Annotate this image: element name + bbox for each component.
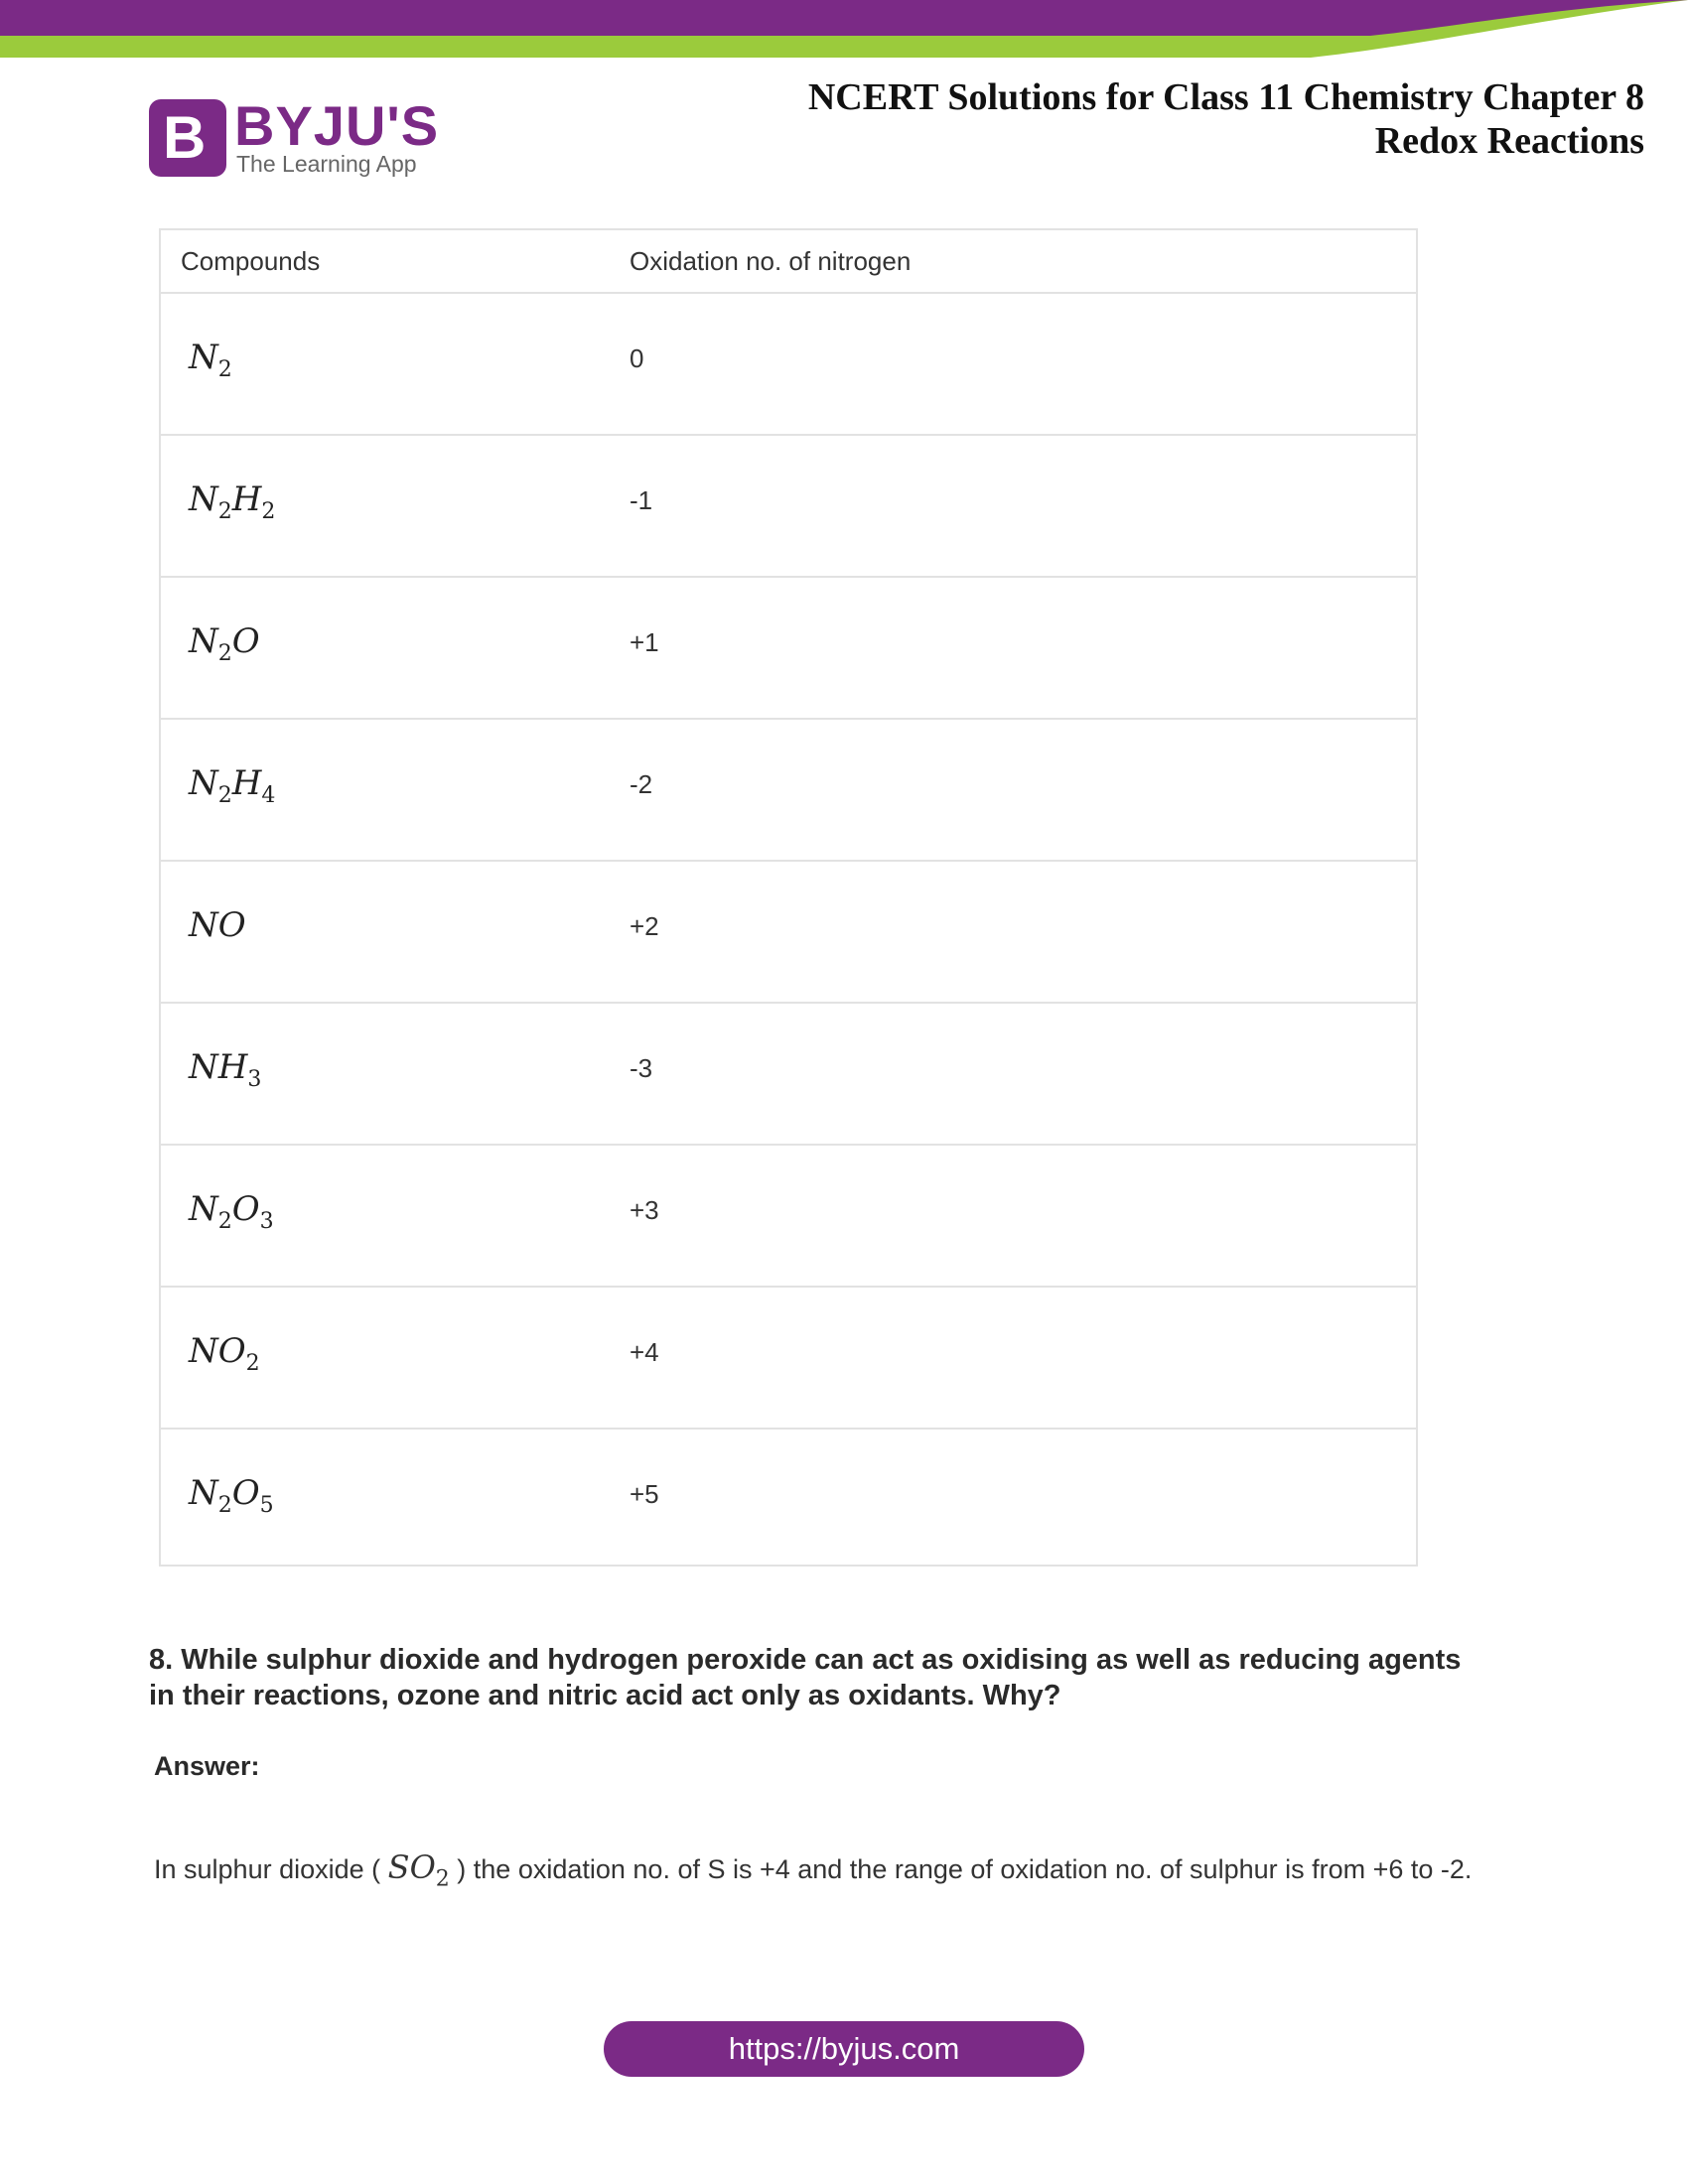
title-line-1: NCERT Solutions for Class 11 Chemistry Chapter 8 xyxy=(807,76,1644,118)
answer-text xyxy=(154,1848,1643,1891)
compound-formula: $NO_2$ xyxy=(189,1331,260,1376)
table-row xyxy=(161,294,1416,436)
table-row xyxy=(161,720,1416,862)
answer-text-before: In sulphur dioxide ( xyxy=(154,1854,388,1884)
logo-mark: B xyxy=(149,99,226,177)
oxidation-number-value: 0 xyxy=(630,343,644,373)
table-row xyxy=(161,1146,1416,1288)
question-text: 8. While sulphur dioxide and hydrogen peroxide can act as oxidising as well as reducing agents in their reactions, ozone and nitric acid act only as oxidants. Why? xyxy=(149,1644,1462,1711)
footer-url-link[interactable]: https://byjus.com xyxy=(604,2021,1084,2077)
page-title xyxy=(651,75,1644,163)
oxidation-number-value: -3 xyxy=(630,1053,653,1083)
compound-formula: $N_2H_2$ xyxy=(189,479,276,524)
table-row xyxy=(161,862,1416,1004)
header-color-band xyxy=(0,0,1688,60)
oxidation-number-value: +2 xyxy=(630,911,659,941)
answer-label: Answer: xyxy=(154,1751,260,1781)
table-row xyxy=(161,436,1416,578)
compound-formula: $N_2O$ xyxy=(189,621,260,666)
table-header xyxy=(161,230,1416,294)
oxidation-number-value: +5 xyxy=(630,1479,659,1509)
compound-formula: $N_2$ xyxy=(189,338,232,382)
logo-name: BYJU'S xyxy=(234,94,440,157)
oxidation-number-value: -2 xyxy=(630,769,653,799)
table-row xyxy=(161,1430,1416,1571)
answer-text-after: ) the oxidation no. of S is +4 and the range of oxidation no. of sulphur is from +6 to -2. xyxy=(449,1854,1473,1884)
compound-formula: $NH_3$ xyxy=(189,1047,262,1092)
table-row xyxy=(161,578,1416,720)
table-row xyxy=(161,1288,1416,1430)
compound-formula: NO xyxy=(189,905,246,945)
oxidation-number-value: +4 xyxy=(630,1337,659,1367)
compound-formula: $N_2O_5$ xyxy=(189,1473,274,1518)
table-row xyxy=(161,1004,1416,1146)
oxidation-number-value: +1 xyxy=(630,627,659,657)
title-line-2: Redox Reactions xyxy=(1374,120,1644,162)
header-oxidation-number: Oxidation no. of nitrogen xyxy=(630,246,912,276)
header-compounds: Compounds xyxy=(181,246,321,276)
oxidation-number-value: -1 xyxy=(630,485,653,515)
logo-tagline: The Learning App xyxy=(236,151,417,177)
compound-formula: $N_2O_3$ xyxy=(189,1189,274,1234)
byjus-logo xyxy=(149,94,440,181)
answer-formula: $SO_2$ xyxy=(387,1848,450,1892)
compound-formula: $N_2H_4$ xyxy=(189,763,276,808)
oxidation-table xyxy=(159,228,1418,1567)
table-body xyxy=(161,294,1416,1571)
oxidation-number-value: +3 xyxy=(630,1195,659,1225)
